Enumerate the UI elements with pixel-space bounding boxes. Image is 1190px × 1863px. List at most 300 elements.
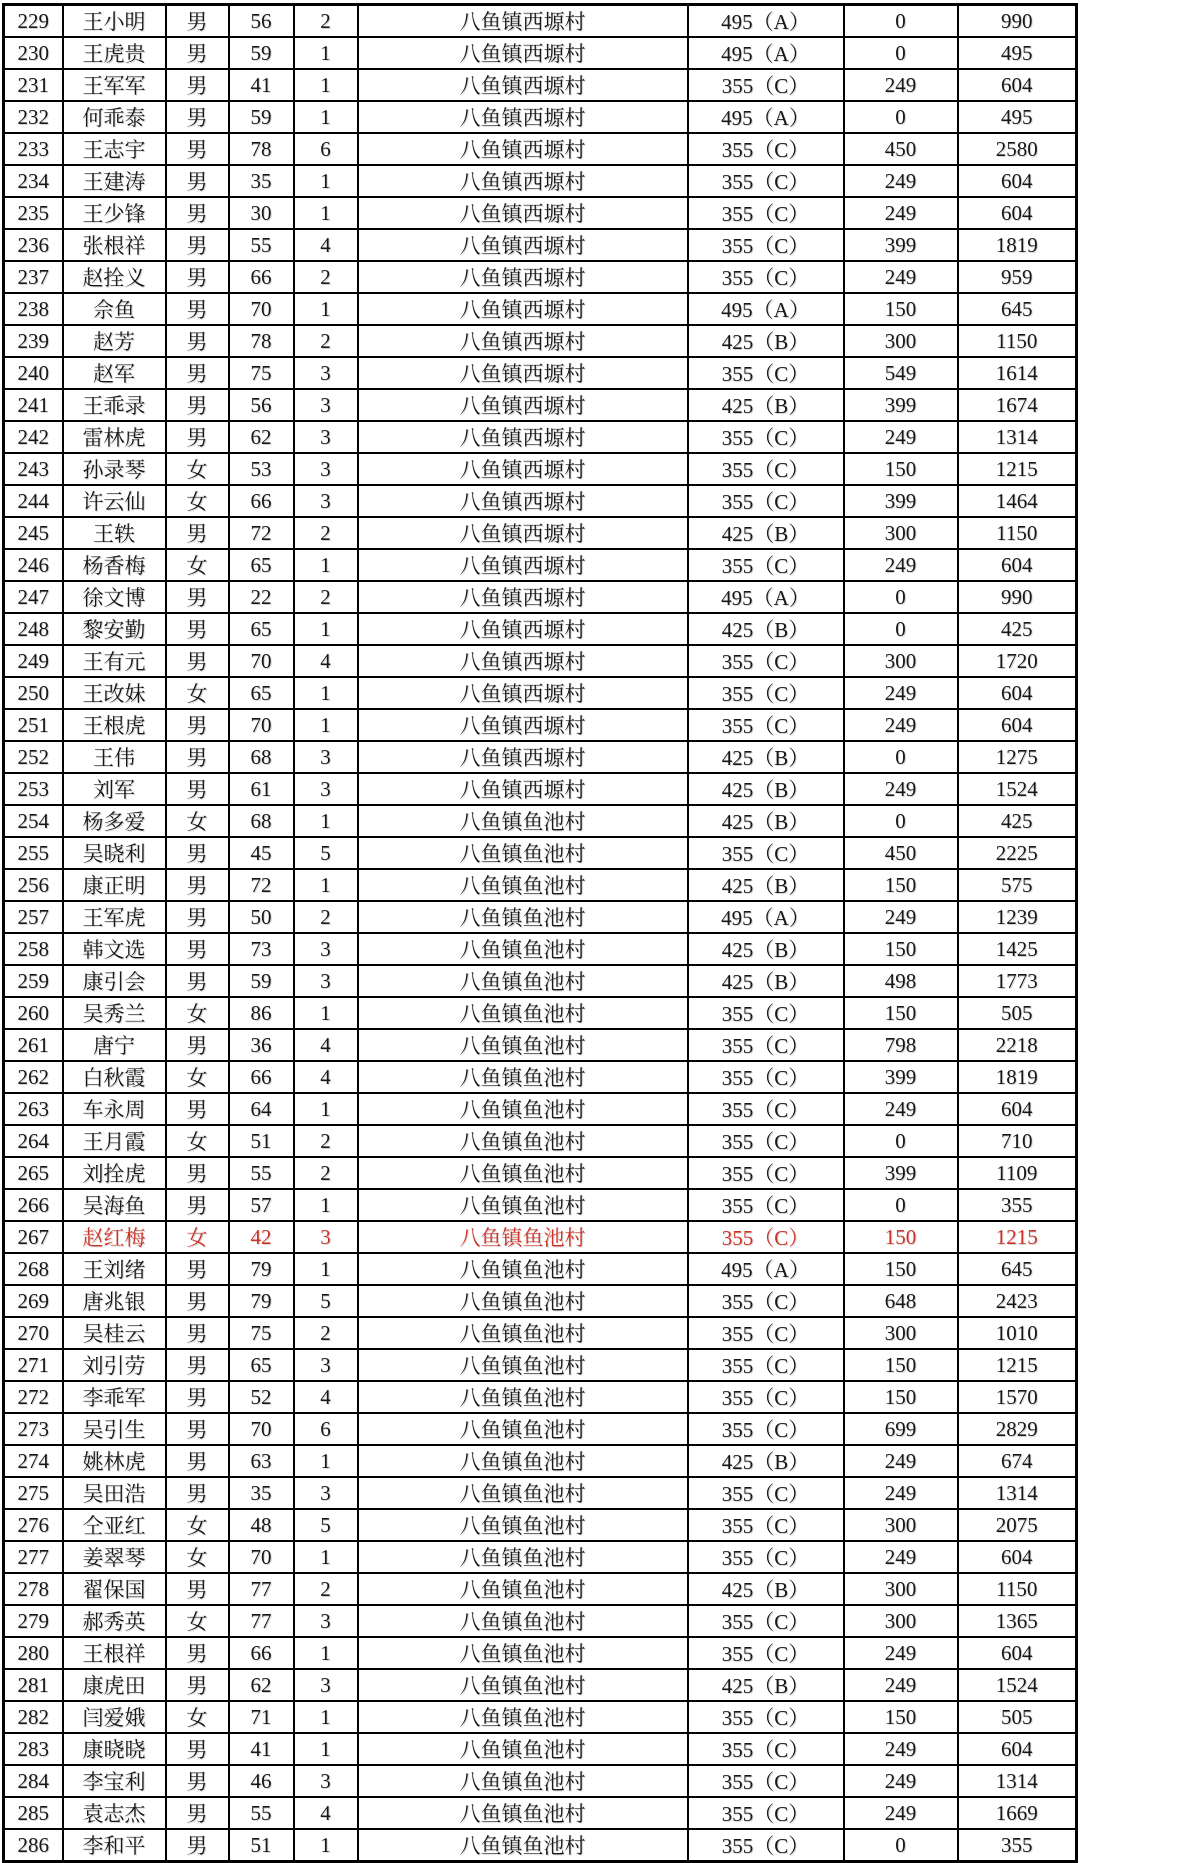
cell-person-name: 刘引劳	[63, 1349, 166, 1381]
cell-gender: 女	[166, 1125, 229, 1157]
cell-total-amount: 1524	[958, 1669, 1077, 1701]
cell-village: 八鱼镇西塬村	[358, 101, 688, 133]
cell-person-name: 王根祥	[63, 1637, 166, 1669]
table-row	[4, 997, 1077, 1029]
cell-age: 70	[229, 293, 294, 325]
cell-village: 八鱼镇西塬村	[358, 645, 688, 677]
cell-row-number: 243	[4, 453, 63, 485]
cell-person-name: 王伟	[63, 741, 166, 773]
cell-person-name: 王轶	[63, 517, 166, 549]
cell-gender: 男	[166, 933, 229, 965]
cell-village: 八鱼镇鱼池村	[358, 1573, 688, 1605]
cell-row-number: 236	[4, 229, 63, 261]
cell-member-count: 1	[294, 1637, 358, 1669]
cell-village: 八鱼镇鱼池村	[358, 1733, 688, 1765]
cell-village: 八鱼镇西塬村	[358, 389, 688, 421]
table-row	[4, 1509, 1077, 1541]
cell-total-amount: 1215	[958, 1349, 1077, 1381]
cell-person-name: 王改妹	[63, 677, 166, 709]
cell-row-number: 252	[4, 741, 63, 773]
cell-gender: 男	[166, 1829, 229, 1862]
cell-village: 八鱼镇西塬村	[358, 677, 688, 709]
table-row	[4, 709, 1077, 741]
cell-person-name: 赵拴义	[63, 261, 166, 293]
cell-gender: 女	[166, 1221, 229, 1253]
cell-total-amount: 505	[958, 997, 1077, 1029]
cell-standard-amount: 355（C）	[688, 485, 844, 517]
cell-village: 八鱼镇西塬村	[358, 549, 688, 581]
table-row	[4, 421, 1077, 453]
table-row	[4, 837, 1077, 869]
cell-gender: 男	[166, 325, 229, 357]
cell-person-name: 李和平	[63, 1829, 166, 1862]
cell-gender: 男	[166, 357, 229, 389]
cell-row-number: 229	[4, 5, 63, 38]
cell-gender: 男	[166, 837, 229, 869]
table-row	[4, 1349, 1077, 1381]
cell-supplement-amount: 0	[844, 1125, 958, 1157]
cell-age: 61	[229, 773, 294, 805]
cell-person-name: 许云仙	[63, 485, 166, 517]
cell-person-name: 赵红梅	[63, 1221, 166, 1253]
cell-row-number: 267	[4, 1221, 63, 1253]
cell-standard-amount: 355（C）	[688, 677, 844, 709]
cell-row-number: 271	[4, 1349, 63, 1381]
cell-village: 八鱼镇西塬村	[358, 453, 688, 485]
cell-row-number: 286	[4, 1829, 63, 1862]
cell-person-name: 赵芳	[63, 325, 166, 357]
cell-total-amount: 604	[958, 1093, 1077, 1125]
cell-total-amount: 990	[958, 581, 1077, 613]
cell-gender: 男	[166, 901, 229, 933]
table-row	[4, 37, 1077, 69]
cell-gender: 男	[166, 645, 229, 677]
cell-standard-amount: 355（C）	[688, 453, 844, 485]
table-row	[4, 901, 1077, 933]
cell-member-count: 3	[294, 1605, 358, 1637]
cell-total-amount: 2580	[958, 133, 1077, 165]
cell-age: 75	[229, 1317, 294, 1349]
cell-member-count: 2	[294, 517, 358, 549]
cell-row-number: 255	[4, 837, 63, 869]
cell-standard-amount: 355（C）	[688, 549, 844, 581]
cell-person-name: 吴海鱼	[63, 1189, 166, 1221]
cell-village: 八鱼镇鱼池村	[358, 1765, 688, 1797]
cell-age: 35	[229, 165, 294, 197]
cell-gender: 男	[166, 1349, 229, 1381]
cell-supplement-amount: 150	[844, 869, 958, 901]
cell-village: 八鱼镇鱼池村	[358, 1061, 688, 1093]
cell-village: 八鱼镇鱼池村	[358, 1317, 688, 1349]
cell-row-number: 272	[4, 1381, 63, 1413]
cell-age: 77	[229, 1573, 294, 1605]
cell-age: 48	[229, 1509, 294, 1541]
table-row	[4, 453, 1077, 485]
cell-supplement-amount: 450	[844, 133, 958, 165]
cell-row-number: 277	[4, 1541, 63, 1573]
cell-row-number: 234	[4, 165, 63, 197]
cell-standard-amount: 355（C）	[688, 1797, 844, 1829]
cell-supplement-amount: 0	[844, 741, 958, 773]
cell-member-count: 4	[294, 1381, 358, 1413]
cell-member-count: 2	[294, 1157, 358, 1189]
cell-total-amount: 2225	[958, 837, 1077, 869]
cell-person-name: 王月霞	[63, 1125, 166, 1157]
cell-total-amount: 1010	[958, 1317, 1077, 1349]
cell-gender: 男	[166, 69, 229, 101]
cell-gender: 男	[166, 421, 229, 453]
cell-age: 52	[229, 1381, 294, 1413]
cell-person-name: 李宝利	[63, 1765, 166, 1797]
cell-person-name: 王少锋	[63, 197, 166, 229]
cell-row-number: 245	[4, 517, 63, 549]
cell-age: 78	[229, 325, 294, 357]
cell-total-amount: 1773	[958, 965, 1077, 997]
cell-supplement-amount: 249	[844, 1093, 958, 1125]
table-row	[4, 581, 1077, 613]
cell-person-name: 王军军	[63, 69, 166, 101]
cell-gender: 男	[166, 1093, 229, 1125]
cell-person-name: 姜翠琴	[63, 1541, 166, 1573]
cell-total-amount: 1819	[958, 1061, 1077, 1093]
cell-member-count: 6	[294, 133, 358, 165]
cell-supplement-amount: 0	[844, 1829, 958, 1862]
cell-standard-amount: 355（C）	[688, 645, 844, 677]
table-row	[4, 357, 1077, 389]
cell-village: 八鱼镇鱼池村	[358, 1381, 688, 1413]
cell-member-count: 1	[294, 1445, 358, 1477]
cell-age: 55	[229, 229, 294, 261]
table-row	[4, 389, 1077, 421]
cell-member-count: 2	[294, 5, 358, 38]
cell-person-name: 姚林虎	[63, 1445, 166, 1477]
cell-supplement-amount: 249	[844, 677, 958, 709]
cell-village: 八鱼镇西塬村	[358, 357, 688, 389]
cell-member-count: 1	[294, 805, 358, 837]
cell-village: 八鱼镇鱼池村	[358, 1157, 688, 1189]
cell-person-name: 徐文博	[63, 581, 166, 613]
cell-age: 75	[229, 357, 294, 389]
cell-person-name: 吴田浩	[63, 1477, 166, 1509]
cell-row-number: 239	[4, 325, 63, 357]
cell-standard-amount: 355（C）	[688, 1029, 844, 1061]
cell-person-name: 佘鱼	[63, 293, 166, 325]
cell-supplement-amount: 249	[844, 69, 958, 101]
cell-village: 八鱼镇西塬村	[358, 773, 688, 805]
cell-supplement-amount: 450	[844, 837, 958, 869]
cell-member-count: 4	[294, 1797, 358, 1829]
cell-standard-amount: 355（C）	[688, 1285, 844, 1317]
cell-total-amount: 604	[958, 1733, 1077, 1765]
cell-gender: 女	[166, 485, 229, 517]
cell-person-name: 何乖泰	[63, 101, 166, 133]
cell-member-count: 5	[294, 837, 358, 869]
cell-total-amount: 604	[958, 677, 1077, 709]
cell-row-number: 253	[4, 773, 63, 805]
table-row	[4, 1733, 1077, 1765]
cell-standard-amount: 425（B）	[688, 517, 844, 549]
cell-row-number: 265	[4, 1157, 63, 1189]
cell-age: 86	[229, 997, 294, 1029]
cell-age: 66	[229, 485, 294, 517]
table-row	[4, 1669, 1077, 1701]
cell-total-amount: 2423	[958, 1285, 1077, 1317]
cell-age: 66	[229, 1637, 294, 1669]
table-row	[4, 1637, 1077, 1669]
cell-row-number: 230	[4, 37, 63, 69]
cell-member-count: 4	[294, 229, 358, 261]
cell-age: 22	[229, 581, 294, 613]
cell-total-amount: 1150	[958, 1573, 1077, 1605]
cell-supplement-amount: 300	[844, 1509, 958, 1541]
cell-village: 八鱼镇鱼池村	[358, 1413, 688, 1445]
cell-total-amount: 1524	[958, 773, 1077, 805]
cell-age: 71	[229, 1701, 294, 1733]
cell-member-count: 1	[294, 1829, 358, 1862]
cell-age: 46	[229, 1765, 294, 1797]
cell-standard-amount: 425（B）	[688, 965, 844, 997]
cell-row-number: 251	[4, 709, 63, 741]
cell-age: 77	[229, 1605, 294, 1637]
cell-row-number: 278	[4, 1573, 63, 1605]
table-row	[4, 1061, 1077, 1093]
cell-member-count: 2	[294, 901, 358, 933]
cell-total-amount: 495	[958, 37, 1077, 69]
cell-person-name: 唐宁	[63, 1029, 166, 1061]
cell-row-number: 235	[4, 197, 63, 229]
cell-gender: 男	[166, 37, 229, 69]
cell-supplement-amount: 249	[844, 165, 958, 197]
cell-village: 八鱼镇西塬村	[358, 293, 688, 325]
cell-row-number: 233	[4, 133, 63, 165]
table-row	[4, 5, 1077, 38]
table-row	[4, 261, 1077, 293]
cell-gender: 男	[166, 1029, 229, 1061]
cell-person-name: 王小明	[63, 5, 166, 38]
cell-standard-amount: 425（B）	[688, 773, 844, 805]
cell-standard-amount: 355（C）	[688, 1765, 844, 1797]
cell-row-number: 281	[4, 1669, 63, 1701]
cell-gender: 男	[166, 293, 229, 325]
table-row	[4, 229, 1077, 261]
cell-person-name: 吴晓利	[63, 837, 166, 869]
cell-village: 八鱼镇西塬村	[358, 613, 688, 645]
cell-village: 八鱼镇西塬村	[358, 741, 688, 773]
cell-supplement-amount: 249	[844, 901, 958, 933]
cell-row-number: 276	[4, 1509, 63, 1541]
table-row	[4, 1157, 1077, 1189]
cell-member-count: 3	[294, 1765, 358, 1797]
cell-row-number: 232	[4, 101, 63, 133]
cell-gender: 女	[166, 1509, 229, 1541]
cell-supplement-amount: 699	[844, 1413, 958, 1445]
cell-row-number: 284	[4, 1765, 63, 1797]
cell-supplement-amount: 399	[844, 389, 958, 421]
table-row	[4, 1029, 1077, 1061]
cell-person-name: 赵军	[63, 357, 166, 389]
cell-row-number: 279	[4, 1605, 63, 1637]
cell-row-number: 257	[4, 901, 63, 933]
cell-member-count: 5	[294, 1509, 358, 1541]
cell-standard-amount: 355（C）	[688, 1061, 844, 1093]
cell-village: 八鱼镇鱼池村	[358, 1669, 688, 1701]
cell-gender: 男	[166, 1477, 229, 1509]
cell-gender: 男	[166, 5, 229, 38]
cell-row-number: 268	[4, 1253, 63, 1285]
cell-person-name: 闫爱娥	[63, 1701, 166, 1733]
cell-age: 41	[229, 69, 294, 101]
cell-row-number: 256	[4, 869, 63, 901]
cell-village: 八鱼镇西塬村	[358, 581, 688, 613]
cell-person-name: 王有元	[63, 645, 166, 677]
cell-village: 八鱼镇鱼池村	[358, 805, 688, 837]
cell-member-count: 3	[294, 389, 358, 421]
table-row	[4, 1317, 1077, 1349]
cell-standard-amount: 495（A）	[688, 581, 844, 613]
cell-standard-amount: 355（C）	[688, 133, 844, 165]
cell-person-name: 郝秀英	[63, 1605, 166, 1637]
cell-row-number: 283	[4, 1733, 63, 1765]
cell-age: 56	[229, 5, 294, 38]
cell-person-name: 孙录琴	[63, 453, 166, 485]
cell-standard-amount: 425（B）	[688, 1669, 844, 1701]
cell-age: 53	[229, 453, 294, 485]
cell-supplement-amount: 249	[844, 421, 958, 453]
cell-row-number: 282	[4, 1701, 63, 1733]
cell-standard-amount: 355（C）	[688, 1349, 844, 1381]
cell-gender: 男	[166, 1445, 229, 1477]
cell-person-name: 车永周	[63, 1093, 166, 1125]
cell-age: 78	[229, 133, 294, 165]
cell-total-amount: 2829	[958, 1413, 1077, 1445]
cell-row-number: 259	[4, 965, 63, 997]
cell-total-amount: 1365	[958, 1605, 1077, 1637]
cell-row-number: 250	[4, 677, 63, 709]
cell-person-name: 王根虎	[63, 709, 166, 741]
cell-age: 70	[229, 1541, 294, 1573]
cell-standard-amount: 495（A）	[688, 1253, 844, 1285]
cell-age: 42	[229, 1221, 294, 1253]
cell-person-name: 杨香梅	[63, 549, 166, 581]
cell-standard-amount: 355（C）	[688, 1829, 844, 1862]
cell-standard-amount: 355（C）	[688, 1733, 844, 1765]
cell-total-amount: 1669	[958, 1797, 1077, 1829]
cell-person-name: 康正明	[63, 869, 166, 901]
cell-supplement-amount: 300	[844, 325, 958, 357]
table-row	[4, 869, 1077, 901]
cell-row-number: 260	[4, 997, 63, 1029]
cell-village: 八鱼镇鱼池村	[358, 1189, 688, 1221]
cell-gender: 男	[166, 517, 229, 549]
cell-member-count: 2	[294, 1125, 358, 1157]
cell-village: 八鱼镇鱼池村	[358, 1509, 688, 1541]
cell-village: 八鱼镇西塬村	[358, 485, 688, 517]
cell-standard-amount: 355（C）	[688, 1509, 844, 1541]
cell-total-amount: 645	[958, 293, 1077, 325]
cell-village: 八鱼镇西塬村	[358, 517, 688, 549]
cell-person-name: 康晓晓	[63, 1733, 166, 1765]
cell-total-amount: 1674	[958, 389, 1077, 421]
cell-village: 八鱼镇鱼池村	[358, 1029, 688, 1061]
cell-village: 八鱼镇鱼池村	[358, 1285, 688, 1317]
cell-gender: 男	[166, 1253, 229, 1285]
cell-member-count: 1	[294, 165, 358, 197]
cell-person-name: 李乖军	[63, 1381, 166, 1413]
table-row	[4, 325, 1077, 357]
cell-standard-amount: 425（B）	[688, 1445, 844, 1477]
cell-village: 八鱼镇鱼池村	[358, 1797, 688, 1829]
cell-supplement-amount: 0	[844, 5, 958, 38]
cell-gender: 男	[166, 1573, 229, 1605]
table-row	[4, 1573, 1077, 1605]
cell-gender: 女	[166, 677, 229, 709]
cell-standard-amount: 495（A）	[688, 101, 844, 133]
cell-village: 八鱼镇鱼池村	[358, 1701, 688, 1733]
cell-member-count: 5	[294, 1285, 358, 1317]
table-row	[4, 197, 1077, 229]
cell-member-count: 2	[294, 581, 358, 613]
cell-total-amount: 355	[958, 1189, 1077, 1221]
cell-village: 八鱼镇鱼池村	[358, 901, 688, 933]
cell-supplement-amount: 150	[844, 1701, 958, 1733]
table-row	[4, 1605, 1077, 1637]
cell-gender: 男	[166, 869, 229, 901]
cell-village: 八鱼镇鱼池村	[358, 869, 688, 901]
cell-person-name: 康虎田	[63, 1669, 166, 1701]
cell-total-amount: 1275	[958, 741, 1077, 773]
cell-total-amount: 1150	[958, 517, 1077, 549]
cell-age: 51	[229, 1125, 294, 1157]
cell-member-count: 1	[294, 1701, 358, 1733]
cell-gender: 男	[166, 1669, 229, 1701]
cell-village: 八鱼镇鱼池村	[358, 1605, 688, 1637]
cell-village: 八鱼镇鱼池村	[358, 837, 688, 869]
cell-age: 72	[229, 517, 294, 549]
cell-gender: 男	[166, 965, 229, 997]
cell-gender: 女	[166, 549, 229, 581]
table-row	[4, 613, 1077, 645]
cell-total-amount: 990	[958, 5, 1077, 38]
cell-total-amount: 1314	[958, 1477, 1077, 1509]
cell-standard-amount: 495（A）	[688, 37, 844, 69]
cell-row-number: 280	[4, 1637, 63, 1669]
table-row	[4, 1413, 1077, 1445]
cell-age: 79	[229, 1253, 294, 1285]
cell-person-name: 王乖录	[63, 389, 166, 421]
cell-supplement-amount: 300	[844, 1317, 958, 1349]
cell-standard-amount: 355（C）	[688, 1701, 844, 1733]
table-row	[4, 165, 1077, 197]
cell-person-name: 张根祥	[63, 229, 166, 261]
cell-person-name: 吴秀兰	[63, 997, 166, 1029]
cell-standard-amount: 355（C）	[688, 357, 844, 389]
cell-row-number: 242	[4, 421, 63, 453]
cell-age: 55	[229, 1797, 294, 1829]
cell-member-count: 1	[294, 101, 358, 133]
cell-total-amount: 425	[958, 613, 1077, 645]
cell-row-number: 254	[4, 805, 63, 837]
cell-person-name: 雷林虎	[63, 421, 166, 453]
table-row	[4, 1253, 1077, 1285]
cell-total-amount: 2075	[958, 1509, 1077, 1541]
cell-standard-amount: 425（B）	[688, 741, 844, 773]
cell-member-count: 1	[294, 997, 358, 1029]
cell-person-name: 王建涛	[63, 165, 166, 197]
cell-total-amount: 575	[958, 869, 1077, 901]
table-row	[4, 773, 1077, 805]
cell-age: 65	[229, 677, 294, 709]
cell-row-number: 238	[4, 293, 63, 325]
